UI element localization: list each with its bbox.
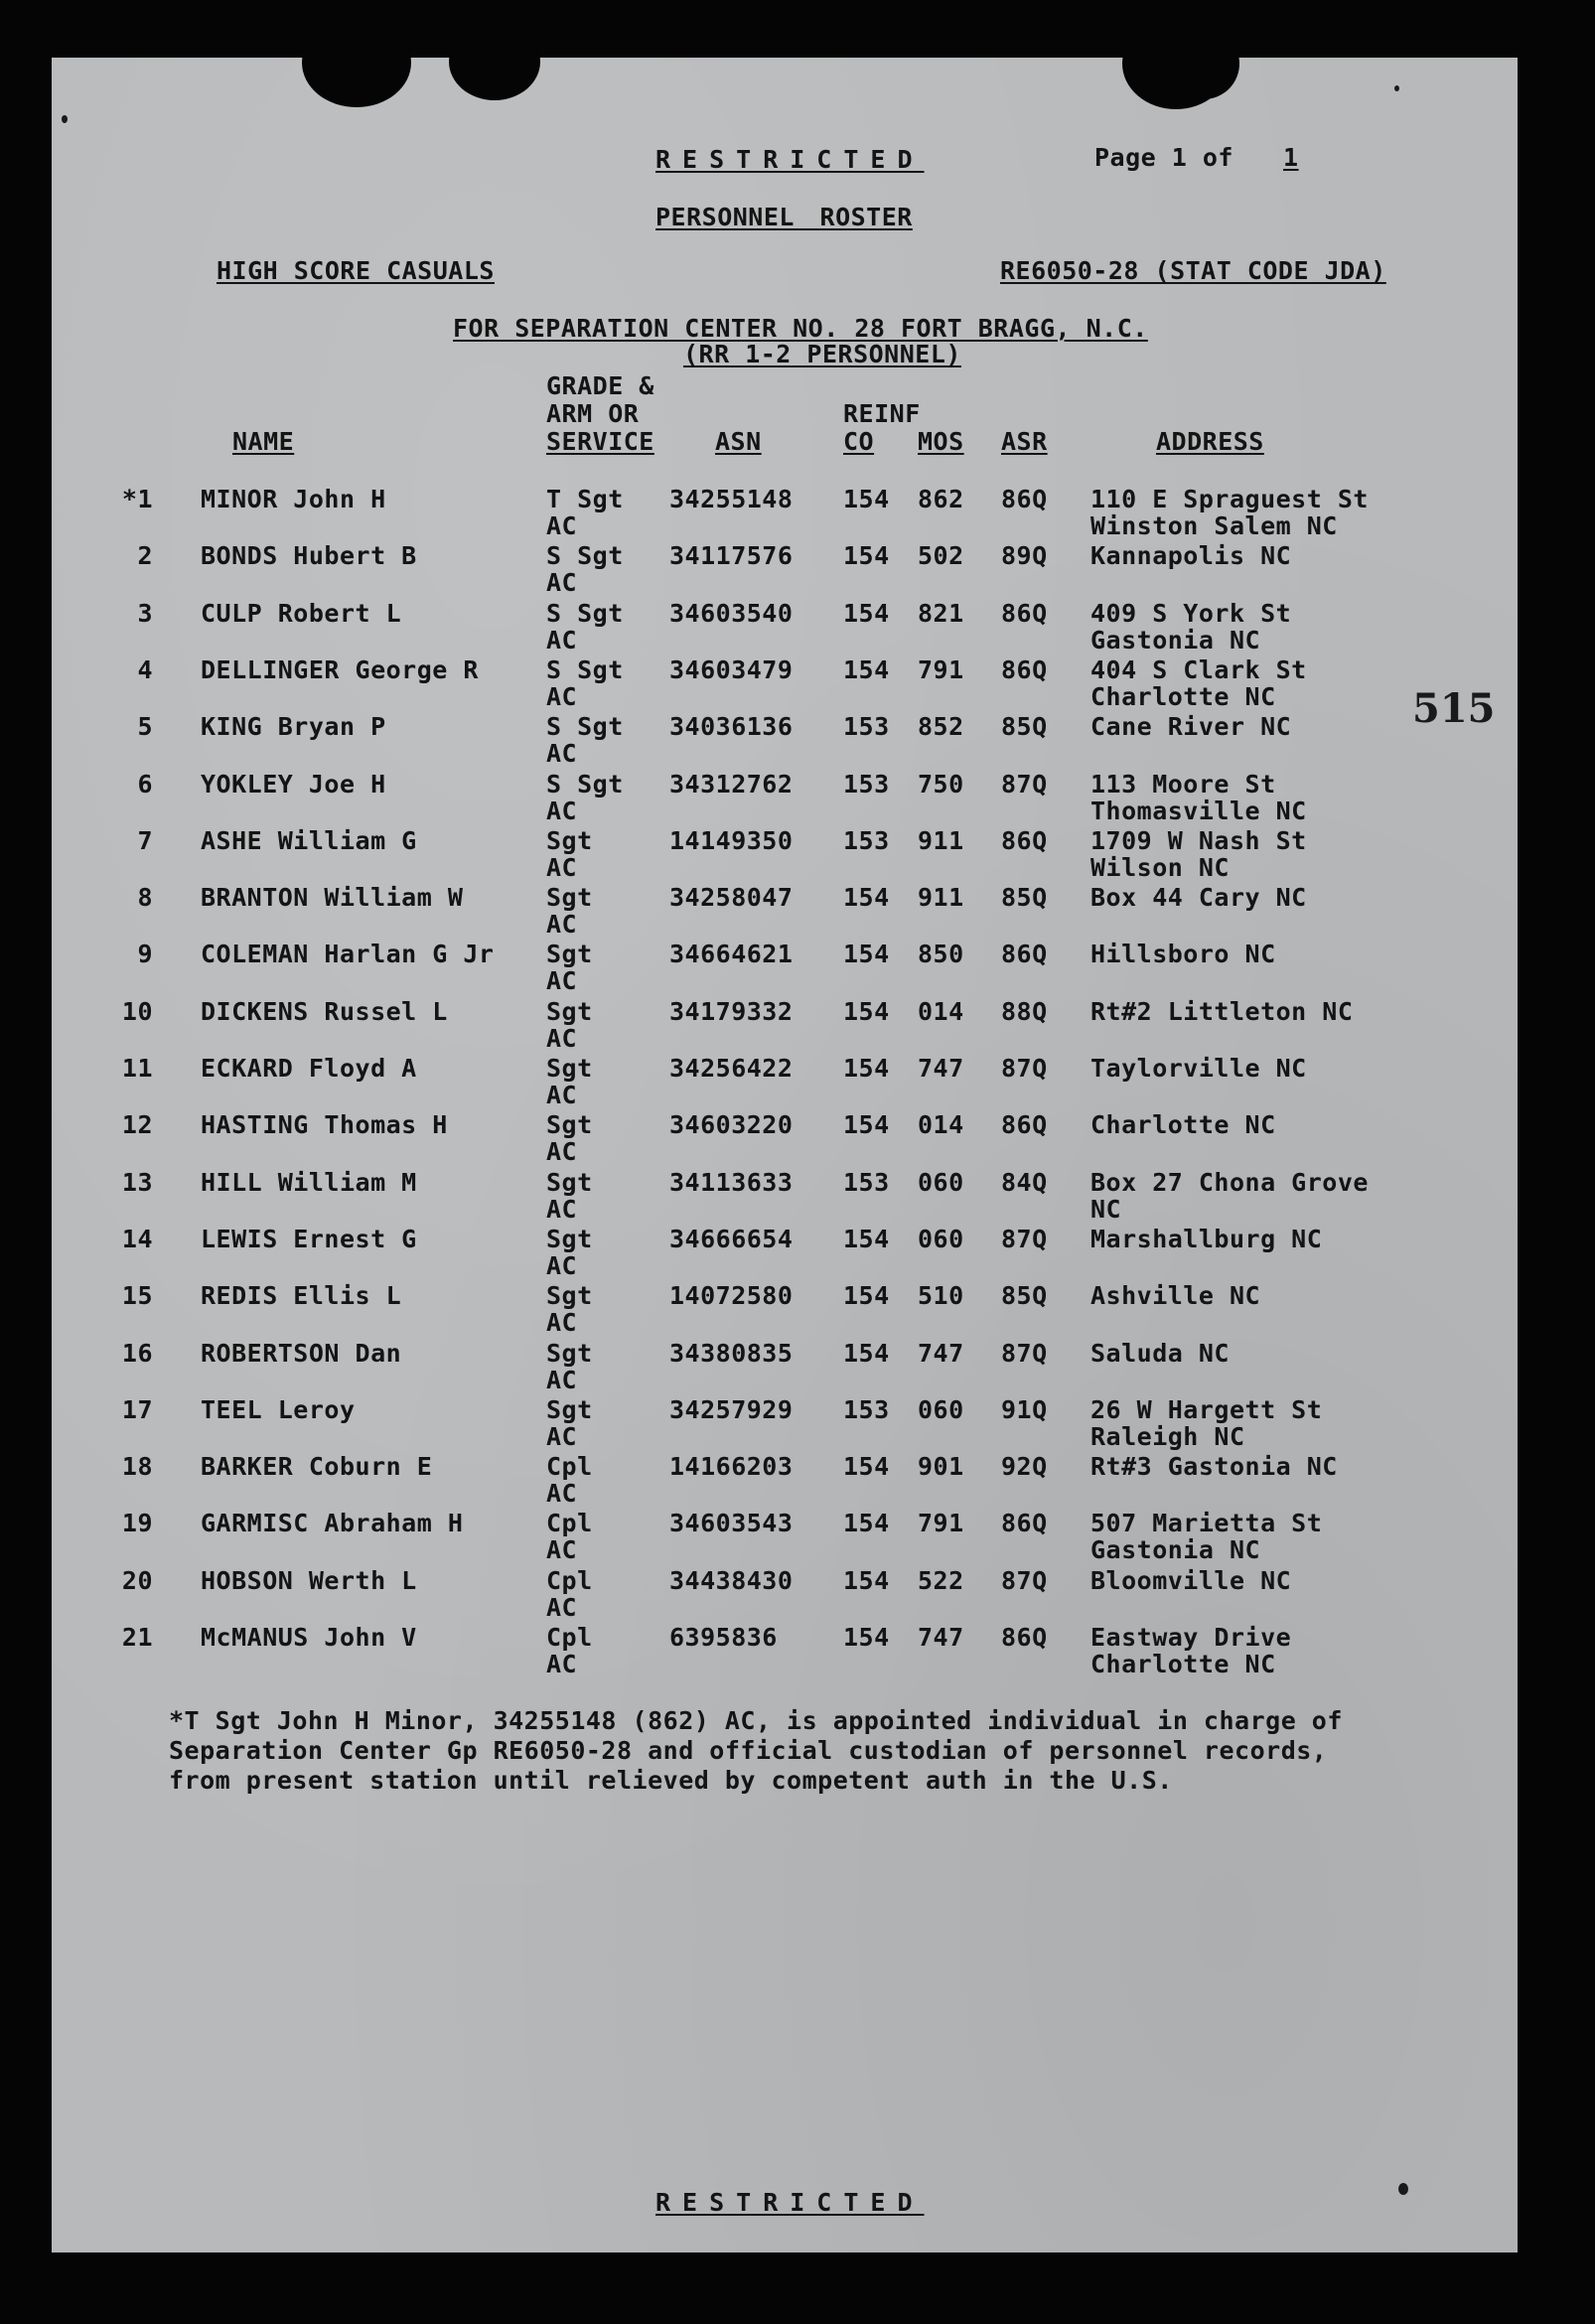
row-asr: 87Q	[1001, 1565, 1048, 1595]
row-asr: 92Q	[1001, 1452, 1048, 1482]
row-mos: 747	[918, 1623, 964, 1652]
row-address-line2: Thomasville NC	[1090, 796, 1307, 825]
row-grade: Cpl	[546, 1565, 593, 1595]
row-arm: AC	[546, 568, 578, 598]
speck	[1394, 85, 1399, 91]
row-co: 153	[843, 825, 890, 855]
row-name: BRANTON William W	[201, 883, 464, 913]
row-arm: AC	[546, 966, 578, 996]
row-co: 154	[843, 485, 890, 513]
punch-hole	[302, 18, 411, 107]
row-co: 154	[843, 1565, 890, 1595]
row-mos: 862	[918, 485, 964, 513]
row-mos: 850	[918, 940, 964, 969]
col-asn: ASN	[715, 427, 762, 456]
row-number: 13	[121, 1167, 153, 1197]
row-arm: AC	[546, 1023, 578, 1053]
row-co: 154	[843, 1054, 890, 1083]
col-grade-line3: SERVICE	[546, 427, 654, 456]
row-grade: S Sgt	[546, 654, 624, 684]
punch-hole	[1168, 28, 1239, 99]
row-mos: 747	[918, 1054, 964, 1083]
row-name: KING Bryan P	[201, 712, 386, 742]
row-asn: 34603479	[669, 654, 794, 684]
row-co: 154	[843, 1110, 890, 1140]
row-mos: 060	[918, 1167, 964, 1197]
row-arm: AC	[546, 681, 578, 711]
row-asr: 85Q	[1001, 1281, 1048, 1311]
row-name: BONDS Hubert B	[201, 541, 417, 571]
sub-destination: (RR 1-2 PERSONNEL)	[683, 340, 961, 368]
row-asn: 34117576	[669, 541, 794, 571]
row-address-line1: 404 S Clark St	[1090, 654, 1307, 684]
row-name: DELLINGER George R	[201, 654, 479, 684]
row-arm: AC	[546, 1592, 578, 1622]
row-grade: Sgt	[546, 1394, 593, 1424]
row-arm: AC	[546, 1650, 578, 1678]
row-mos: 014	[918, 1110, 964, 1140]
row-asr: 87Q	[1001, 1054, 1048, 1083]
row-asn: 34113633	[669, 1167, 794, 1197]
row-address-line1: 26 W Hargett St	[1090, 1394, 1323, 1424]
row-name: HASTING Thomas H	[201, 1110, 448, 1140]
row-asn: 34438430	[669, 1565, 794, 1595]
row-arm: AC	[546, 1479, 578, 1509]
row-grade: Sgt	[546, 940, 593, 969]
row-mos: 750	[918, 769, 964, 799]
row-number: 11	[121, 1054, 153, 1083]
row-grade: Cpl	[546, 1452, 593, 1482]
group-right: RE6050-28 (STAT CODE JDA)	[1000, 256, 1386, 285]
row-asr: 84Q	[1001, 1167, 1048, 1197]
row-number: 9	[137, 940, 153, 969]
row-number: 15	[121, 1281, 153, 1311]
row-grade: Cpl	[546, 1623, 593, 1652]
row-name: LEWIS Ernest G	[201, 1224, 417, 1253]
classification-bottom: RESTRICTED	[655, 2188, 925, 2217]
row-asn: 34179332	[669, 996, 794, 1026]
row-mos: 821	[918, 598, 964, 628]
row-number: 4	[137, 654, 153, 684]
row-name: CULP Robert L	[201, 598, 402, 628]
row-arm: AC	[546, 1081, 578, 1109]
group-left: HIGH SCORE CASUALS	[217, 256, 495, 285]
row-asr: 85Q	[1001, 883, 1048, 913]
row-co: 154	[843, 654, 890, 684]
row-co: 154	[843, 883, 890, 913]
row-co: 153	[843, 1167, 890, 1197]
document-title: PERSONNEL ROSTER	[655, 203, 913, 231]
row-name: YOKLEY Joe H	[201, 769, 386, 799]
row-arm: AC	[546, 796, 578, 825]
row-grade: S Sgt	[546, 598, 624, 628]
row-address-line1: Rt#2 Littleton NC	[1090, 996, 1354, 1026]
row-grade: Sgt	[546, 825, 593, 855]
row-arm: AC	[546, 1365, 578, 1394]
row-number: 3	[137, 598, 153, 628]
row-address-line1: Charlotte NC	[1090, 1110, 1276, 1140]
row-mos: 901	[918, 1452, 964, 1482]
punch-hole	[449, 23, 540, 100]
row-asn: 6395836	[669, 1623, 778, 1652]
row-grade: T Sgt	[546, 485, 624, 513]
col-mos: MOS	[918, 427, 964, 456]
row-address-line1: Cane River NC	[1090, 712, 1292, 742]
row-grade: Cpl	[546, 1509, 593, 1538]
row-number: 16	[121, 1338, 153, 1368]
row-arm: AC	[546, 625, 578, 654]
row-grade: Sgt	[546, 883, 593, 913]
row-number: 7	[137, 825, 153, 855]
footnote-line-1: *T Sgt John H Minor, 34255148 (862) AC, is appointed individual in charge of	[169, 1706, 1343, 1735]
row-name: ASHE William G	[201, 825, 417, 855]
row-address-line2: NC	[1090, 1194, 1122, 1224]
row-asr: 86Q	[1001, 1623, 1048, 1652]
row-grade: Sgt	[546, 1110, 593, 1140]
col-asr: ASR	[1001, 427, 1048, 456]
row-asr: 88Q	[1001, 996, 1048, 1026]
row-asr: 86Q	[1001, 485, 1048, 513]
roster-document	[52, 58, 1518, 2252]
row-asn: 34312762	[669, 769, 794, 799]
row-mos: 502	[918, 541, 964, 571]
row-asr: 86Q	[1001, 654, 1048, 684]
row-asr: 91Q	[1001, 1394, 1048, 1424]
row-number: 17	[121, 1394, 153, 1424]
row-address-line1: Box 27 Chona Grove	[1090, 1167, 1369, 1197]
row-name: REDIS Ellis L	[201, 1281, 402, 1311]
row-address-line1: Ashville NC	[1090, 1281, 1261, 1311]
row-address-line2: Gastonia NC	[1090, 1535, 1261, 1565]
row-address-line2: Raleigh NC	[1090, 1421, 1245, 1451]
row-arm: AC	[546, 1535, 578, 1565]
row-address-line1: 409 S York St	[1090, 598, 1292, 628]
row-mos: 522	[918, 1565, 964, 1595]
row-address-line1: Marshallburg NC	[1090, 1224, 1323, 1253]
row-asr: 85Q	[1001, 712, 1048, 742]
row-address-line1: Eastway Drive	[1090, 1623, 1292, 1652]
row-number: 2	[137, 541, 153, 571]
row-name: BARKER Coburn E	[201, 1452, 433, 1482]
row-name: ECKARD Floyd A	[201, 1054, 417, 1083]
row-mos: 510	[918, 1281, 964, 1311]
row-arm: AC	[546, 1137, 578, 1167]
row-co: 154	[843, 1623, 890, 1652]
row-name: TEEL Leroy	[201, 1394, 356, 1424]
row-grade: Sgt	[546, 1281, 593, 1311]
row-mos: 791	[918, 1509, 964, 1538]
row-arm: AC	[546, 1421, 578, 1451]
row-asn: 34603540	[669, 598, 794, 628]
col-address: ADDRESS	[1156, 427, 1264, 456]
col-name: NAME	[232, 427, 295, 456]
row-asn: 34603543	[669, 1509, 794, 1538]
row-asn: 34603220	[669, 1110, 794, 1140]
destination: FOR SEPARATION CENTER NO. 28 FORT BRAGG, N.C.	[453, 314, 1148, 343]
row-asn: 34664621	[669, 940, 794, 969]
col-grade-line2: ARM OR	[546, 399, 640, 428]
col-co: CO	[843, 427, 875, 456]
classification-top: RESTRICTED	[655, 145, 925, 174]
row-address-line1: Hillsboro NC	[1090, 940, 1276, 969]
row-co: 153	[843, 712, 890, 742]
speck	[62, 115, 68, 123]
row-mos: 852	[918, 712, 964, 742]
row-address-line2: Charlotte NC	[1090, 1650, 1276, 1678]
col-grade-line1: GRADE &	[546, 371, 654, 400]
row-name: COLEMAN Harlan G Jr	[201, 940, 495, 969]
row-grade: S Sgt	[546, 541, 624, 571]
row-name: HOBSON Werth L	[201, 1565, 417, 1595]
row-address-line2: Gastonia NC	[1090, 625, 1261, 654]
row-grade: S Sgt	[546, 712, 624, 742]
row-arm: AC	[546, 1308, 578, 1338]
row-asn: 34380835	[669, 1338, 794, 1368]
row-co: 153	[843, 769, 890, 799]
row-grade: Sgt	[546, 996, 593, 1026]
row-address-line1: Rt#3 Gastonia NC	[1090, 1452, 1338, 1482]
row-asr: 89Q	[1001, 541, 1048, 571]
row-co: 154	[843, 541, 890, 571]
row-co: 154	[843, 940, 890, 969]
row-co: 154	[843, 1281, 890, 1311]
row-number: 10	[121, 996, 153, 1026]
row-name: MINOR John H	[201, 485, 386, 513]
row-co: 154	[843, 1509, 890, 1538]
row-asr: 86Q	[1001, 1509, 1048, 1538]
row-asr: 86Q	[1001, 598, 1048, 628]
row-co: 153	[843, 1394, 890, 1424]
row-mos: 911	[918, 883, 964, 913]
row-address-line1: 110 E Spraguest St	[1090, 485, 1369, 513]
row-co: 154	[843, 598, 890, 628]
row-address-line1: 507 Marietta St	[1090, 1509, 1323, 1538]
row-asn: 34256422	[669, 1054, 794, 1083]
row-number: 5	[137, 712, 153, 742]
row-address-line1: Kannapolis NC	[1090, 541, 1292, 571]
row-address-line1: 113 Moore St	[1090, 769, 1276, 799]
row-asn: 34255148	[669, 485, 794, 513]
row-mos: 911	[918, 825, 964, 855]
col-reinf: REINF	[843, 399, 921, 428]
row-number: 18	[121, 1452, 153, 1482]
row-arm: AC	[546, 852, 578, 882]
row-grade: Sgt	[546, 1338, 593, 1368]
row-arm: AC	[546, 739, 578, 769]
row-co: 154	[843, 1452, 890, 1482]
row-number: 20	[121, 1565, 153, 1595]
row-asr: 87Q	[1001, 1338, 1048, 1368]
row-number: 6	[137, 769, 153, 799]
row-arm: AC	[546, 511, 578, 540]
footnote-line-3: from present station until relieved by competent auth in the U.S.	[169, 1766, 1173, 1795]
page-total: 1	[1283, 143, 1299, 172]
row-asr: 87Q	[1001, 769, 1048, 799]
row-arm: AC	[546, 1194, 578, 1224]
row-asn: 14072580	[669, 1281, 794, 1311]
row-address-line1: Bloomville NC	[1090, 1565, 1292, 1595]
row-address-line2: Charlotte NC	[1090, 681, 1276, 711]
row-address-line1: Taylorville NC	[1090, 1054, 1307, 1083]
sheet-number: 515	[1412, 685, 1496, 732]
row-grade: Sgt	[546, 1054, 593, 1083]
row-asr: 86Q	[1001, 940, 1048, 969]
row-address-line2: Wilson NC	[1090, 852, 1230, 882]
row-address-line2: Winston Salem NC	[1090, 511, 1338, 540]
row-name: McMANUS John V	[201, 1623, 417, 1652]
row-address-line1: Box 44 Cary NC	[1090, 883, 1307, 913]
row-grade: Sgt	[546, 1167, 593, 1197]
row-arm: AC	[546, 910, 578, 940]
row-name: GARMISC Abraham H	[201, 1509, 464, 1538]
row-grade: Sgt	[546, 1224, 593, 1253]
row-arm: AC	[546, 1250, 578, 1280]
row-asn: 34036136	[669, 712, 794, 742]
row-name: ROBERTSON Dan	[201, 1338, 402, 1368]
row-mos: 747	[918, 1338, 964, 1368]
row-mos: 791	[918, 654, 964, 684]
row-asn: 34257929	[669, 1394, 794, 1424]
row-asn: 34666654	[669, 1224, 794, 1253]
row-co: 154	[843, 1338, 890, 1368]
row-asn: 14149350	[669, 825, 794, 855]
row-asr: 86Q	[1001, 1110, 1048, 1140]
row-name: DICKENS Russel L	[201, 996, 448, 1026]
row-number: 8	[137, 883, 153, 913]
speck	[1398, 2183, 1408, 2195]
row-number: 19	[121, 1509, 153, 1538]
row-address-line1: 1709 W Nash St	[1090, 825, 1307, 855]
row-asn: 34258047	[669, 883, 794, 913]
row-number: 14	[121, 1224, 153, 1253]
row-mos: 060	[918, 1394, 964, 1424]
footnote-line-2: Separation Center Gp RE6050-28 and official custodian of personnel records,	[169, 1736, 1328, 1765]
row-co: 154	[843, 996, 890, 1026]
row-grade: S Sgt	[546, 769, 624, 799]
row-name: HILL William M	[201, 1167, 417, 1197]
row-asr: 87Q	[1001, 1224, 1048, 1253]
row-number: *1	[121, 485, 153, 513]
row-mos: 060	[918, 1224, 964, 1253]
row-mos: 014	[918, 996, 964, 1026]
row-number: 12	[121, 1110, 153, 1140]
row-address-line1: Saluda NC	[1090, 1338, 1230, 1368]
page-label: Page 1 of	[1094, 143, 1233, 172]
row-co: 154	[843, 1224, 890, 1253]
row-asr: 86Q	[1001, 825, 1048, 855]
row-asn: 14166203	[669, 1452, 794, 1482]
row-number: 21	[121, 1623, 153, 1652]
